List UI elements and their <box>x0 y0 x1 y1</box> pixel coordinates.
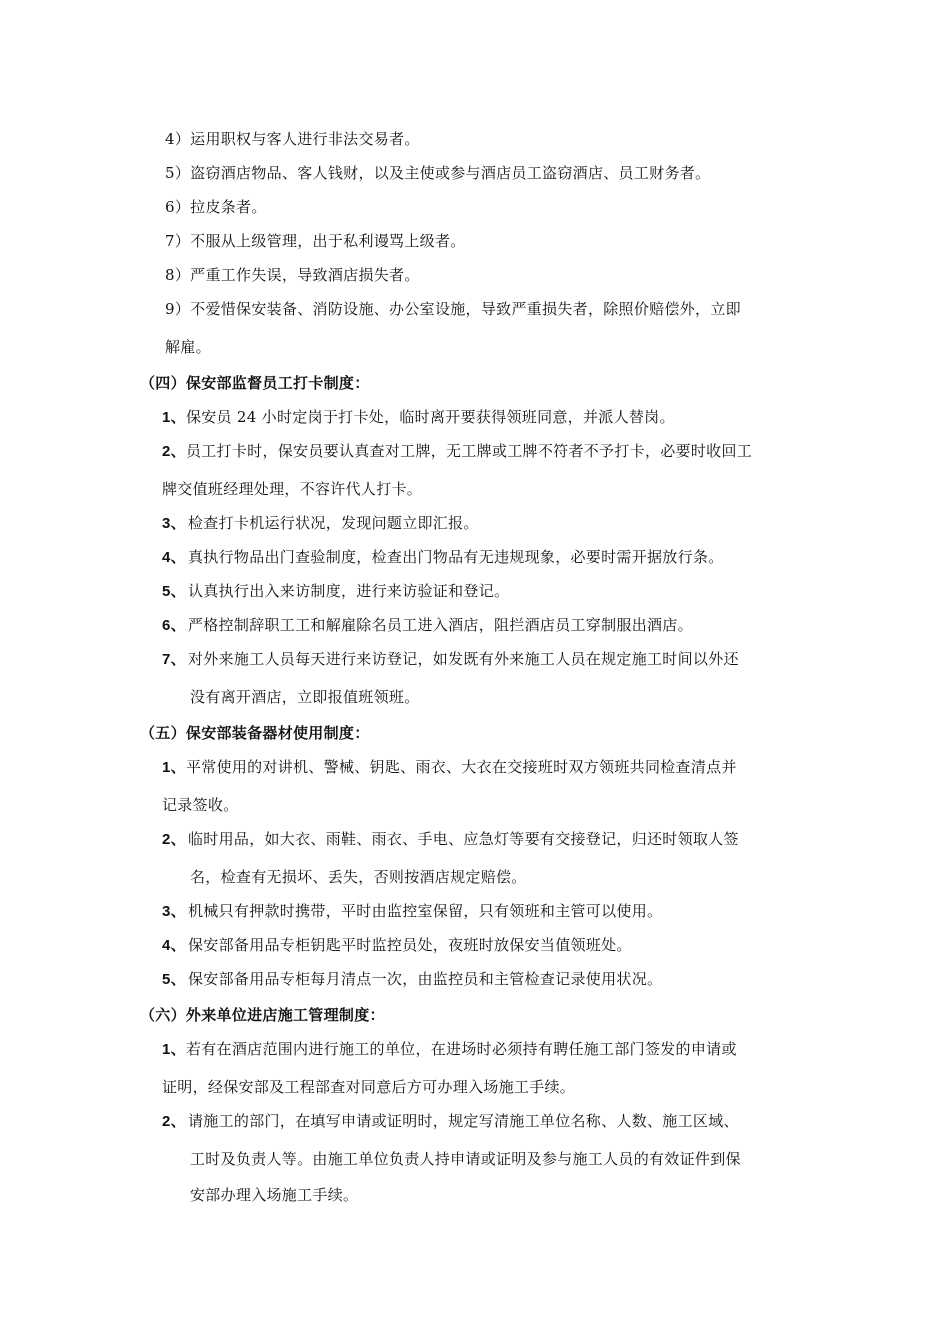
item-text: 对外来施工人员每天进行来访登记，如发既有外来施工人员在规定施工时间以外还 <box>188 650 739 668</box>
list-item <box>165 128 420 150</box>
item-text: 运用职权与客人进行非法交易者。 <box>190 130 420 148</box>
item-text: 保安部备用品专柜钥匙平时监控员处，夜班时放保安当值领班处。 <box>188 936 632 954</box>
item-number: 5、 <box>162 583 186 600</box>
item-text: 保安部备用品专柜每月清点一次，由监控员和主管检查记录使用状况。 <box>188 970 663 988</box>
list-item <box>162 756 737 779</box>
item-text: 拉皮条者。 <box>190 198 267 216</box>
list-item <box>162 614 693 637</box>
item-text: 认真执行出入来访制度，进行来访验证和登记。 <box>188 582 510 600</box>
list-item <box>162 934 632 957</box>
section-heading: （六）外来单位进店施工管理制度： <box>140 1006 385 1024</box>
item-text: 真执行物品出门查验制度，检查出门物品有无违规现象，必要时需开据放行条。 <box>188 548 724 566</box>
list-item-continuation: 工时及负责人等。由施工单位负责人持申请或证明及参与施工人员的有效证件到保 <box>190 1150 741 1168</box>
item-text: 若有在酒店范围内进行施工的单位，在进场时必须持有聘任施工部门签发的申请或 <box>185 1040 737 1058</box>
list-item-continuation: 解雇。 <box>165 338 211 356</box>
list-item <box>162 546 724 569</box>
item-number: 4、 <box>162 937 186 954</box>
list-item <box>162 406 675 429</box>
item-number: 4、 <box>162 549 186 566</box>
item-number: 9） <box>165 300 191 318</box>
item-text: 严格控制辞职工工和解雇除名员工进入酒店，阻拦酒店员工穿制服出酒店。 <box>188 616 693 634</box>
item-text: 请施工的部门，在填写申请或证明时，规定写清施工单位名称、人数、施工区域、 <box>188 1112 739 1130</box>
list-item <box>162 900 662 923</box>
item-number: 6） <box>165 198 191 216</box>
list-item <box>165 298 741 320</box>
item-text: 保安员 24 小时定岗于打卡处，临时离开要获得领班同意，并派人替岗。 <box>185 408 675 426</box>
item-number: 7、 <box>162 651 186 668</box>
list-item <box>162 1110 739 1133</box>
list-item <box>162 1038 737 1061</box>
list-item-continuation: 安部办理入场施工手续。 <box>190 1186 359 1204</box>
list-item <box>165 162 710 184</box>
list-item-continuation: 牌交值班经理处理，不容许代人打卡。 <box>162 480 423 498</box>
item-number: 6、 <box>162 617 186 634</box>
item-number: 1、 <box>162 1041 186 1058</box>
list-item <box>162 440 752 463</box>
list-item <box>162 648 739 671</box>
list-item <box>165 230 466 252</box>
item-text: 不爱惜保安装备、消防设施、办公室设施，导致严重损失者，除照价赔偿外，立即 <box>190 300 741 318</box>
list-item-continuation: 证明，经保安部及工程部查对同意后方可办理入场施工手续。 <box>162 1078 576 1096</box>
item-text: 员工打卡时，保安员要认真查对工牌，无工牌或工牌不符者不予打卡，必要时收回工 <box>185 442 753 460</box>
item-number: 3、 <box>162 903 186 920</box>
item-number: 2、 <box>162 831 186 848</box>
item-number: 2、 <box>162 443 186 460</box>
list-item <box>162 828 739 851</box>
item-text: 机械只有押款时携带，平时由监控室保留，只有领班和主管可以使用。 <box>188 902 663 920</box>
item-number: 4） <box>165 130 191 148</box>
section-heading: （四）保安部监督员工打卡制度： <box>140 374 370 392</box>
item-text: 盗窃酒店物品、客人钱财，以及主使或参与酒店员工盗窃酒店、员工财务者。 <box>190 164 711 182</box>
section-heading: （五）保安部装备器材使用制度： <box>140 724 370 742</box>
item-number: 1、 <box>162 759 186 776</box>
list-item <box>162 580 509 603</box>
item-number: 5、 <box>162 971 186 988</box>
list-item-continuation: 名，检查有无损坏、丢失，否则按酒店规定赔偿。 <box>190 868 527 886</box>
item-number: 1、 <box>162 409 186 426</box>
item-number: 8） <box>165 266 191 284</box>
item-text: 不服从上级管理，出于私利谩骂上级者。 <box>190 232 466 250</box>
item-number: 3、 <box>162 515 186 532</box>
item-number: 7） <box>165 232 191 250</box>
list-item <box>162 968 662 991</box>
list-item-continuation: 记录签收。 <box>162 796 239 814</box>
list-item <box>165 196 267 218</box>
item-number: 2、 <box>162 1113 186 1130</box>
item-text: 严重工作失误，导致酒店损失者。 <box>190 266 420 284</box>
item-number: 5） <box>165 164 191 182</box>
item-text: 临时用品，如大衣、雨鞋、雨衣、手电、应急灯等要有交接登记，归还时领取人签 <box>188 830 739 848</box>
item-text: 检查打卡机运行状况，发现问题立即汇报。 <box>188 514 479 532</box>
list-item <box>165 264 420 286</box>
list-item <box>162 512 479 535</box>
item-text: 平常使用的对讲机、警械、钥匙、雨衣、大衣在交接班时双方领班共同检查清点并 <box>185 758 737 776</box>
list-item-continuation: 没有离开酒店，立即报值班领班。 <box>190 688 420 706</box>
